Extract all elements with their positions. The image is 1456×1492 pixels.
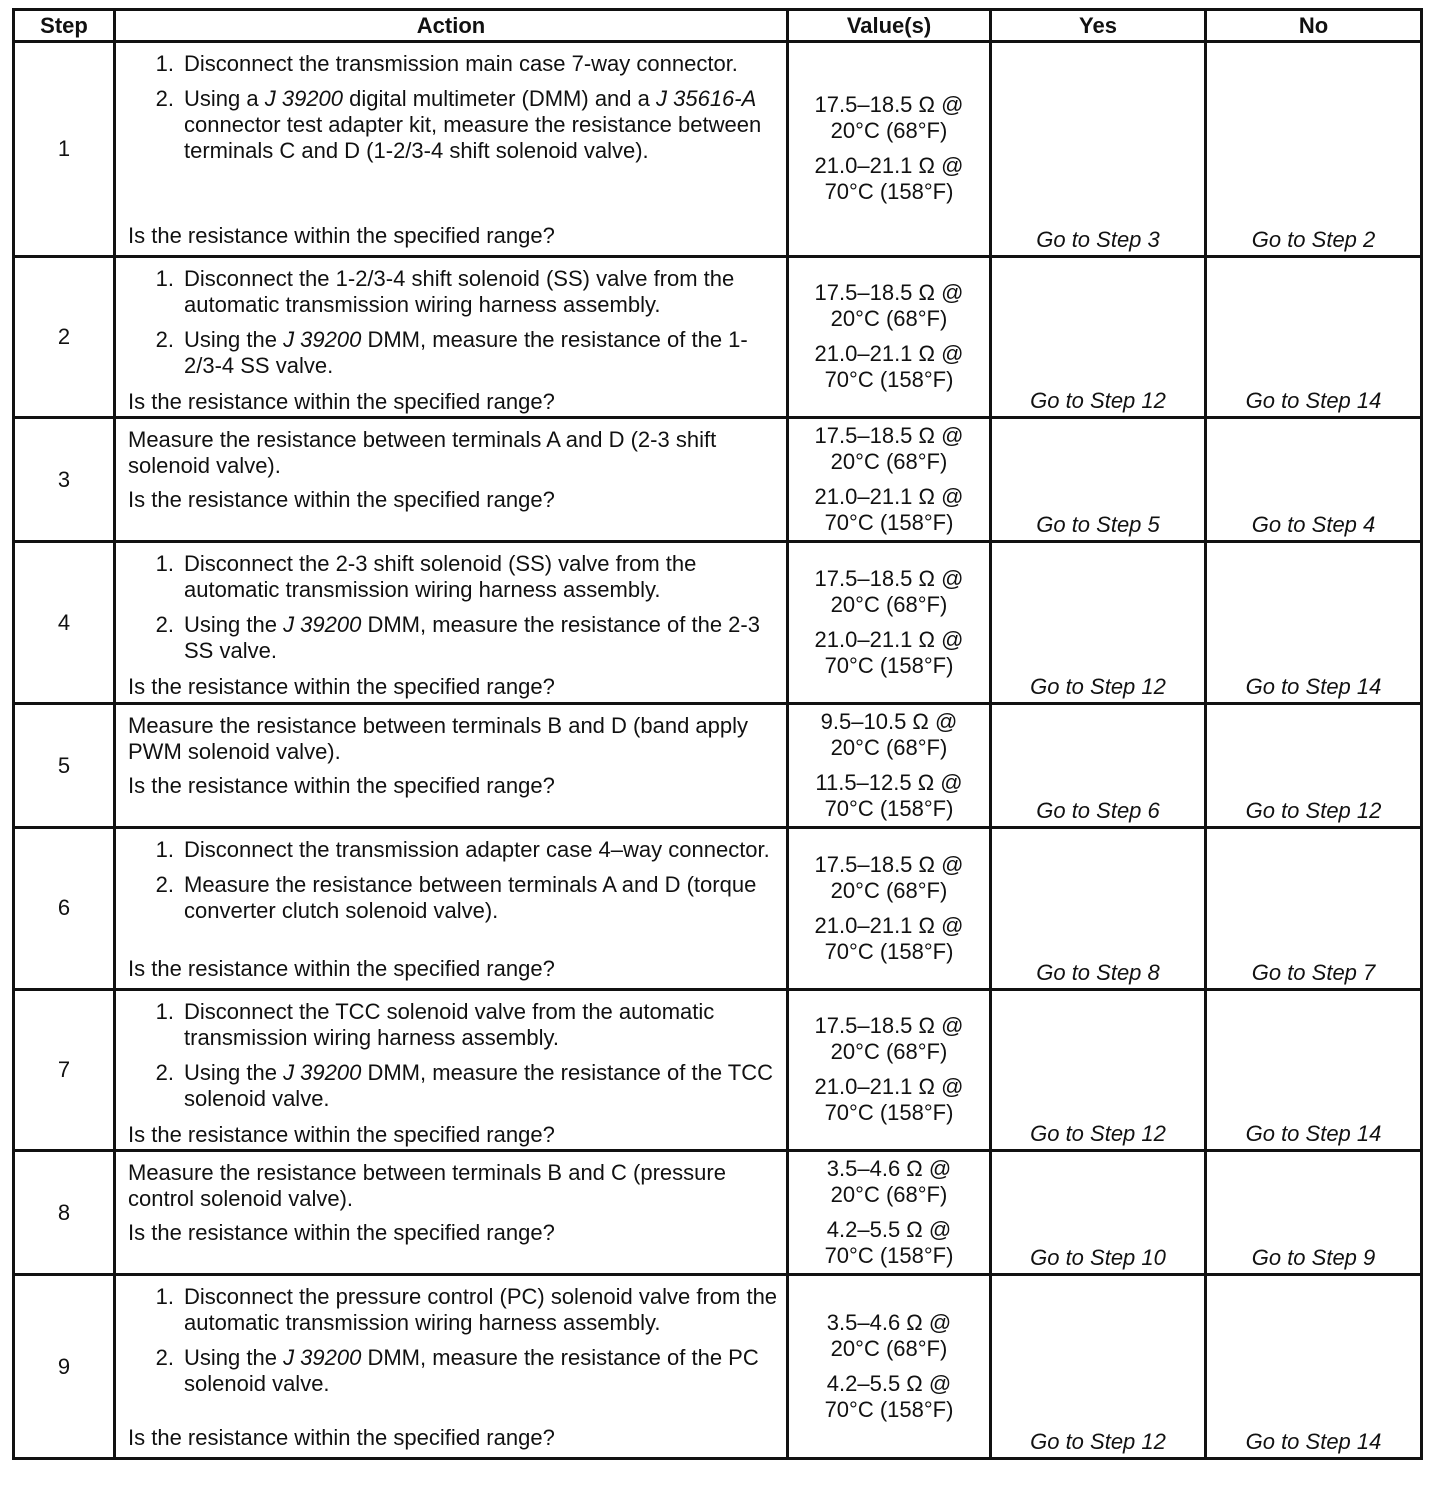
action-step-number: 2. xyxy=(155,1059,174,1085)
resistance-range: 17.5–18.5 Ω @ xyxy=(814,423,964,449)
action-steps-list xyxy=(128,999,778,1112)
value-spec xyxy=(795,484,983,536)
action-content xyxy=(128,998,778,1147)
action-question: Is the resistance within the specified range? xyxy=(128,223,555,248)
action-content xyxy=(128,551,778,700)
header-row xyxy=(14,10,1422,42)
action-step-number: 1. xyxy=(155,551,174,577)
action-cell xyxy=(115,703,788,827)
values-cell xyxy=(788,418,991,542)
action-step-text xyxy=(184,872,778,924)
action-question: Is the resistance within the specified range? xyxy=(128,487,555,513)
values-cell xyxy=(788,42,991,257)
action-step-item xyxy=(128,999,778,1051)
action-content xyxy=(128,1160,778,1268)
action-content xyxy=(128,427,778,535)
tool-number: J 39200 xyxy=(264,86,344,111)
step-number: 7 xyxy=(14,989,115,1150)
temperature: 20°C (68°F) xyxy=(830,1039,948,1065)
resistance-range: 4.2–5.5 Ω @ xyxy=(826,1217,952,1243)
resistance-range: 17.5–18.5 Ω @ xyxy=(814,92,964,118)
action-step-item xyxy=(128,86,778,164)
action-step-item xyxy=(128,872,778,924)
header-step: Step xyxy=(14,10,115,42)
header-action: Action xyxy=(115,10,788,42)
text-segment: Disconnect the TCC solenoid valve from the automatic transmission wiring harness assembly. xyxy=(184,998,715,1050)
no-result: Go to Step 14 xyxy=(1206,1275,1422,1459)
yes-result: Go to Step 3 xyxy=(991,42,1206,257)
resistance-range: 21.0–21.1 Ω @ xyxy=(814,627,964,653)
table-row xyxy=(14,989,1422,1150)
header-no: No xyxy=(1206,10,1422,42)
text-segment: Using the xyxy=(184,1059,284,1085)
action-step-text xyxy=(184,86,778,164)
value-spec xyxy=(795,1156,983,1208)
values-cell xyxy=(788,828,991,989)
tool-number: J 39200 xyxy=(283,1345,362,1371)
value-spec xyxy=(795,852,983,904)
text-segment: DMM, measure the resistance of the TCC solenoid valve. xyxy=(184,1059,773,1111)
resistance-range: 4.2–5.5 Ω @ xyxy=(826,1371,952,1397)
no-result: Go to Step 4 xyxy=(1206,418,1422,542)
temperature: 20°C (68°F) xyxy=(830,1336,948,1362)
text-segment: Measure the resistance between terminals A and D (torque converter clutch solenoid valve). xyxy=(184,872,757,924)
temperature: 20°C (68°F) xyxy=(830,877,948,903)
action-question: Is the resistance within the specified range? xyxy=(128,1121,555,1147)
yes-result: Go to Step 6 xyxy=(991,703,1206,827)
action-cell xyxy=(115,828,788,989)
action-steps-list xyxy=(128,1284,778,1397)
temperature: 70°C (158°F) xyxy=(824,367,954,393)
action-step-number: 1. xyxy=(155,837,174,863)
resistance-range: 21.0–21.1 Ω @ xyxy=(814,341,964,367)
action-cell xyxy=(115,542,788,703)
yes-result: Go to Step 12 xyxy=(991,542,1206,703)
value-spec xyxy=(795,280,983,332)
no-result: Go to Step 14 xyxy=(1206,542,1422,703)
step-number: 9 xyxy=(14,1275,115,1459)
action-step-item xyxy=(128,1345,778,1397)
action-step-text xyxy=(184,551,778,603)
action-content xyxy=(128,1284,778,1451)
text-segment: connector test adapter kit, measure the resistance between terminals C and D (1-2/3-4 shift solenoid valve). xyxy=(184,112,762,163)
yes-result: Go to Step 12 xyxy=(991,256,1206,417)
table-row xyxy=(14,542,1422,703)
yes-result: Go to Step 12 xyxy=(991,1275,1206,1459)
action-instruction: Measure the resistance between terminals B and C (pressure control solenoid valve). xyxy=(128,1160,726,1212)
table-row xyxy=(14,703,1422,827)
values-cell xyxy=(788,1275,991,1459)
action-steps-list xyxy=(128,551,778,664)
values-cell xyxy=(788,542,991,703)
action-step-text xyxy=(184,837,778,863)
no-result: Go to Step 7 xyxy=(1206,828,1422,989)
action-content xyxy=(128,265,778,414)
values-cell xyxy=(788,989,991,1150)
step-number: 8 xyxy=(14,1151,115,1275)
temperature: 70°C (158°F) xyxy=(824,653,954,679)
yes-result: Go to Step 10 xyxy=(991,1151,1206,1275)
action-step-number: 2. xyxy=(155,612,174,638)
action-question: Is the resistance within the specified range? xyxy=(128,1220,555,1246)
table-row xyxy=(14,1275,1422,1459)
action-step-text xyxy=(184,999,778,1051)
values-cell xyxy=(788,1151,991,1275)
action-content xyxy=(128,51,778,249)
text-segment: Disconnect the pressure control (PC) solenoid valve from the automatic transmission wiring harness assembly. xyxy=(184,1284,778,1336)
action-step-number: 1. xyxy=(155,265,174,291)
action-step-number: 1. xyxy=(155,1284,174,1310)
text-segment: Disconnect the transmission adapter case 4–way connector. xyxy=(184,837,770,863)
action-steps-list xyxy=(128,837,778,924)
resistance-range: 21.0–21.1 Ω @ xyxy=(814,912,964,938)
value-spec xyxy=(795,709,983,761)
step-number: 5 xyxy=(14,703,115,827)
value-spec xyxy=(795,1310,983,1362)
action-cell xyxy=(115,989,788,1150)
text-segment: DMM, measure the resistance of the 1-2/3-4 SS valve. xyxy=(184,326,748,378)
action-step-text xyxy=(184,612,778,664)
value-spec xyxy=(795,566,983,618)
text-segment: Disconnect the 2-3 shift solenoid (SS) valve from the automatic transmission wiring harness assembly. xyxy=(184,551,697,603)
value-spec xyxy=(795,913,983,965)
text-segment: Using the xyxy=(184,326,284,352)
no-result: Go to Step 14 xyxy=(1206,256,1422,417)
temperature: 70°C (158°F) xyxy=(824,796,954,822)
value-spec xyxy=(795,1371,983,1423)
value-spec xyxy=(795,341,983,393)
temperature: 70°C (158°F) xyxy=(824,1100,954,1126)
action-step-text xyxy=(184,327,778,379)
temperature: 70°C (158°F) xyxy=(824,1397,954,1423)
action-question: Is the resistance within the specified range? xyxy=(128,388,555,414)
action-step-number: 1. xyxy=(155,51,174,76)
temperature: 70°C (158°F) xyxy=(824,510,954,536)
action-step-item xyxy=(128,1284,778,1336)
value-spec xyxy=(795,423,983,475)
action-step-item xyxy=(128,266,778,318)
temperature: 70°C (158°F) xyxy=(824,179,954,205)
action-step-text xyxy=(184,266,778,318)
action-cell xyxy=(115,42,788,257)
action-step-text xyxy=(184,1345,778,1397)
action-step-number: 2. xyxy=(155,1345,174,1371)
action-question: Is the resistance within the specified range? xyxy=(128,772,555,798)
value-spec xyxy=(795,153,983,205)
resistance-range: 3.5–4.6 Ω @ xyxy=(826,1310,952,1336)
yes-result: Go to Step 12 xyxy=(991,989,1206,1150)
text-segment: DMM, measure the resistance of the PC solenoid valve. xyxy=(184,1345,759,1397)
action-content xyxy=(128,837,778,982)
step-number: 4 xyxy=(14,542,115,703)
action-steps-list xyxy=(128,266,778,379)
action-cell xyxy=(115,1151,788,1275)
tool-number: J 35616-A xyxy=(656,86,757,111)
temperature: 20°C (68°F) xyxy=(830,449,948,475)
action-instruction: Measure the resistance between terminals B and D (band apply PWM solenoid valve). xyxy=(128,712,749,764)
resistance-range: 3.5–4.6 Ω @ xyxy=(826,1156,952,1182)
value-spec xyxy=(795,627,983,679)
value-spec xyxy=(795,92,983,144)
action-step-number: 2. xyxy=(155,326,174,352)
value-spec xyxy=(795,1013,983,1065)
table-row xyxy=(14,418,1422,542)
text-segment: digital multimeter (DMM) and a xyxy=(343,86,656,111)
diagnostic-table xyxy=(12,8,1423,1460)
tool-number: J 39200 xyxy=(283,326,362,352)
table-row xyxy=(14,42,1422,257)
temperature: 70°C (158°F) xyxy=(824,1243,954,1269)
text-segment: DMM, measure the resistance of the 2-3 SS valve. xyxy=(184,612,760,664)
action-instruction: Measure the resistance between terminals A and D (2-3 shift solenoid valve). xyxy=(128,427,717,479)
step-number: 2 xyxy=(14,256,115,417)
action-step-text xyxy=(184,51,778,77)
resistance-range: 21.0–21.1 Ω @ xyxy=(814,1074,964,1100)
header-yes: Yes xyxy=(991,10,1206,42)
action-question: Is the resistance within the specified range? xyxy=(128,674,555,700)
action-cell xyxy=(115,1275,788,1459)
resistance-range: 17.5–18.5 Ω @ xyxy=(814,851,964,877)
value-spec xyxy=(795,770,983,822)
no-result: Go to Step 12 xyxy=(1206,703,1422,827)
action-steps-list xyxy=(128,51,778,164)
yes-result: Go to Step 5 xyxy=(991,418,1206,542)
action-step-item xyxy=(128,551,778,603)
table-row xyxy=(14,256,1422,417)
values-cell xyxy=(788,703,991,827)
action-step-text xyxy=(184,1060,778,1112)
temperature: 70°C (158°F) xyxy=(824,938,954,964)
text-segment: Using a xyxy=(184,86,265,111)
action-step-number: 2. xyxy=(155,872,174,898)
action-step-item xyxy=(128,837,778,863)
resistance-range: 17.5–18.5 Ω @ xyxy=(814,280,964,306)
temperature: 20°C (68°F) xyxy=(830,592,948,618)
table-row xyxy=(14,1151,1422,1275)
no-result: Go to Step 14 xyxy=(1206,989,1422,1150)
text-segment: Using the xyxy=(184,1345,284,1371)
step-number: 6 xyxy=(14,828,115,989)
resistance-range: 9.5–10.5 Ω @ xyxy=(820,709,958,735)
action-cell xyxy=(115,256,788,417)
yes-result: Go to Step 8 xyxy=(991,828,1206,989)
step-number: 1 xyxy=(14,42,115,257)
table-row xyxy=(14,828,1422,989)
action-question: Is the resistance within the specified range? xyxy=(128,1425,555,1451)
value-spec xyxy=(795,1217,983,1269)
action-step-item xyxy=(128,612,778,664)
action-question: Is the resistance within the specified range? xyxy=(128,956,555,982)
value-spec xyxy=(795,1074,983,1126)
action-step-number: 1. xyxy=(155,998,174,1024)
action-step-number: 2. xyxy=(155,86,174,111)
action-cell xyxy=(115,418,788,542)
header-values: Value(s) xyxy=(788,10,991,42)
resistance-range: 17.5–18.5 Ω @ xyxy=(814,566,964,592)
step-number: 3 xyxy=(14,418,115,542)
text-segment: Using the xyxy=(184,612,284,638)
resistance-range: 21.0–21.1 Ω @ xyxy=(814,484,964,510)
action-content xyxy=(128,713,778,821)
action-step-item xyxy=(128,51,778,77)
resistance-range: 17.5–18.5 Ω @ xyxy=(814,1013,964,1039)
values-cell xyxy=(788,256,991,417)
no-result: Go to Step 9 xyxy=(1206,1151,1422,1275)
no-result: Go to Step 2 xyxy=(1206,42,1422,257)
resistance-range: 21.0–21.1 Ω @ xyxy=(814,153,964,179)
action-step-text xyxy=(184,1284,778,1336)
temperature: 20°C (68°F) xyxy=(830,735,948,761)
tool-number: J 39200 xyxy=(283,612,362,638)
action-step-item xyxy=(128,1060,778,1112)
action-step-item xyxy=(128,327,778,379)
text-segment: Disconnect the 1-2/3-4 shift solenoid (SS) valve from the automatic transmission wiring harness assembly. xyxy=(184,265,735,317)
temperature: 20°C (68°F) xyxy=(830,118,948,144)
text-segment: Disconnect the transmission main case 7-way connector. xyxy=(184,51,738,76)
resistance-range: 11.5–12.5 Ω @ xyxy=(815,770,963,796)
tool-number: J 39200 xyxy=(283,1059,362,1085)
temperature: 20°C (68°F) xyxy=(830,1182,948,1208)
temperature: 20°C (68°F) xyxy=(830,306,948,332)
